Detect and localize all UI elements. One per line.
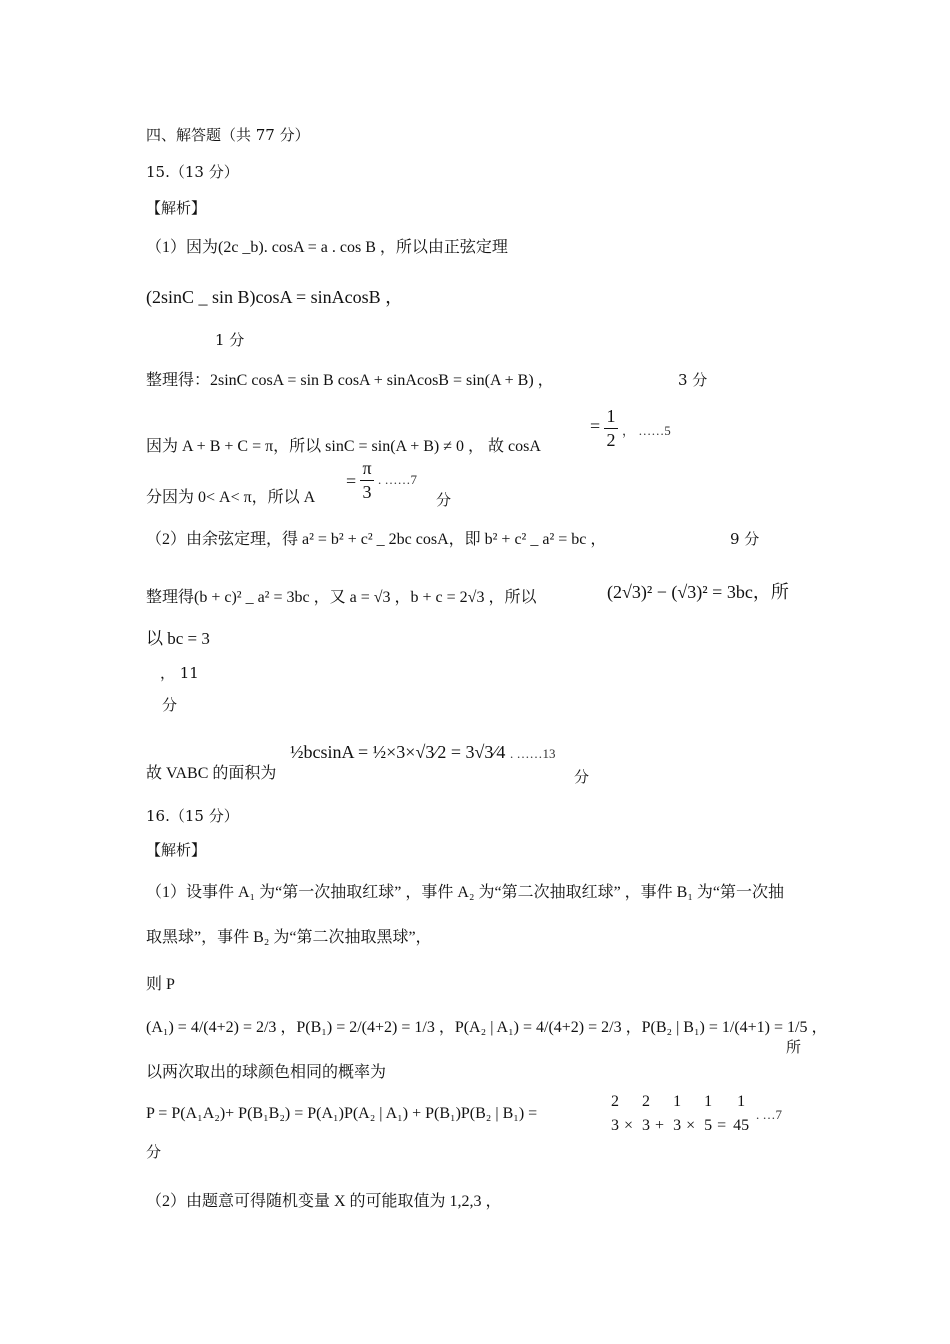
q16-p1-line3: 则 P [146, 976, 175, 993]
A-eq: = [346, 471, 357, 491]
p-sum-tail: . …7 [756, 1107, 782, 1122]
section-title: 四、解答题（共 77 分） [146, 126, 310, 144]
q15-p2-line2-math: (2√3)² − (√3)² = 3bc，所 [607, 582, 789, 602]
q15-jiexi: 【解析】 [146, 199, 207, 217]
q15-score11-a: ， 11 [160, 664, 199, 682]
area-tail: . ……13 [510, 746, 556, 761]
q15-p1-line3: 整理得：2sinC cosA = sin B cosA + sinAcosB = sin(A + B) ， [146, 372, 554, 389]
q15-score1: 1 分 [215, 331, 245, 349]
cosA-den: 2 [606, 429, 616, 450]
area-prefix: 故 VABC 的面积为 [146, 765, 277, 782]
q16-p1-line1: （1）设事件 A₁ 为“第一次抽取红球” ，事件 A₂ 为“第二次抽取红球” ，事件 B₁ 为“第一次抽 [146, 884, 785, 901]
q15-p1-line5: 分因为 0< A< π，所以 A [146, 489, 316, 506]
q15-header: 15.（13 分） [146, 163, 239, 181]
A-score: 分 [436, 493, 452, 509]
q15-p2-line2: 整理得(b + c)² _ a² = 3bc ，又 a = √3 ，b + c = 2√3 ，所以 [146, 589, 537, 606]
cosA-tail: ， ……5 [622, 423, 671, 438]
cosA-fraction [604, 406, 618, 450]
q16-jiexi: 【解析】 [146, 841, 207, 859]
A-num: π [362, 458, 372, 478]
q15-p2-line3: 以 bc = 3 [146, 629, 210, 648]
q15-p1-line4: 因为 A + B + C = π，所以 sinC = sin(A + B) ≠ 0 ， 故 cosA [146, 438, 541, 455]
q16-p1-line2: 取黑球”，事件 B₂ 为“第二次抽取黑球”， [146, 929, 432, 946]
A-fraction [360, 458, 374, 502]
q16-score7: 分 [146, 1143, 162, 1161]
q16-p1-line5: P = P(A₁A₂)+ P(B₁B₂) = P(A₁)P(A₂ | A₁) + P(B₁)P(B₂ | B₁) = [146, 1105, 538, 1122]
q15-score11-b: 分 [162, 696, 178, 714]
A-tail: . ……7 [378, 472, 417, 487]
A-den: 3 [362, 481, 372, 502]
area-score: 分 [574, 770, 590, 786]
prob-line: (A₁) = 4/(4+2) = 2/3 ，P(B₁) = 2/(4+2) = 1/3 ，P(A₂ | A₁) = 4/(4+2) = 2/3 ，P(B₂ | B₁) = 1/(4+1) = 1/5 ， [146, 1019, 828, 1036]
cosA-eq: = [590, 416, 601, 436]
q16-header: 16.（15 分） [146, 807, 239, 825]
q15-score9: 9 分 [730, 530, 760, 548]
area-expr: ½bcsinA = ½×3×√3⁄2 = 3√3⁄4 [290, 742, 506, 762]
p-sum-fractions: 2 3 × 2 3 + 1 3 × 1 5 = 1 45 [611, 1093, 750, 1134]
cosA-num: 1 [606, 406, 616, 426]
q16-p2-line1: （2）由题意可得随机变量 X 的可能取值为 1,2,3 ， [146, 1193, 502, 1210]
q16-p1-line4: 以两次取出的球颜色相同的概率为 [146, 1064, 387, 1081]
prob-tail: 所 [786, 1040, 802, 1056]
q15-p2-line1: （2）由余弦定理，得 a² = b² + c² _ 2bc cosA，即 b² + c² _ a² = bc ， [146, 531, 607, 548]
q15-p1-line1: （1）因为(2c _b). cosA = a . cos B ，所以由正弦定理 [146, 239, 508, 256]
q15-score3: 3 分 [678, 371, 708, 389]
q15-p1-line2: (2sinC _ sin B)cosA = sinAcosB ， [146, 287, 404, 307]
